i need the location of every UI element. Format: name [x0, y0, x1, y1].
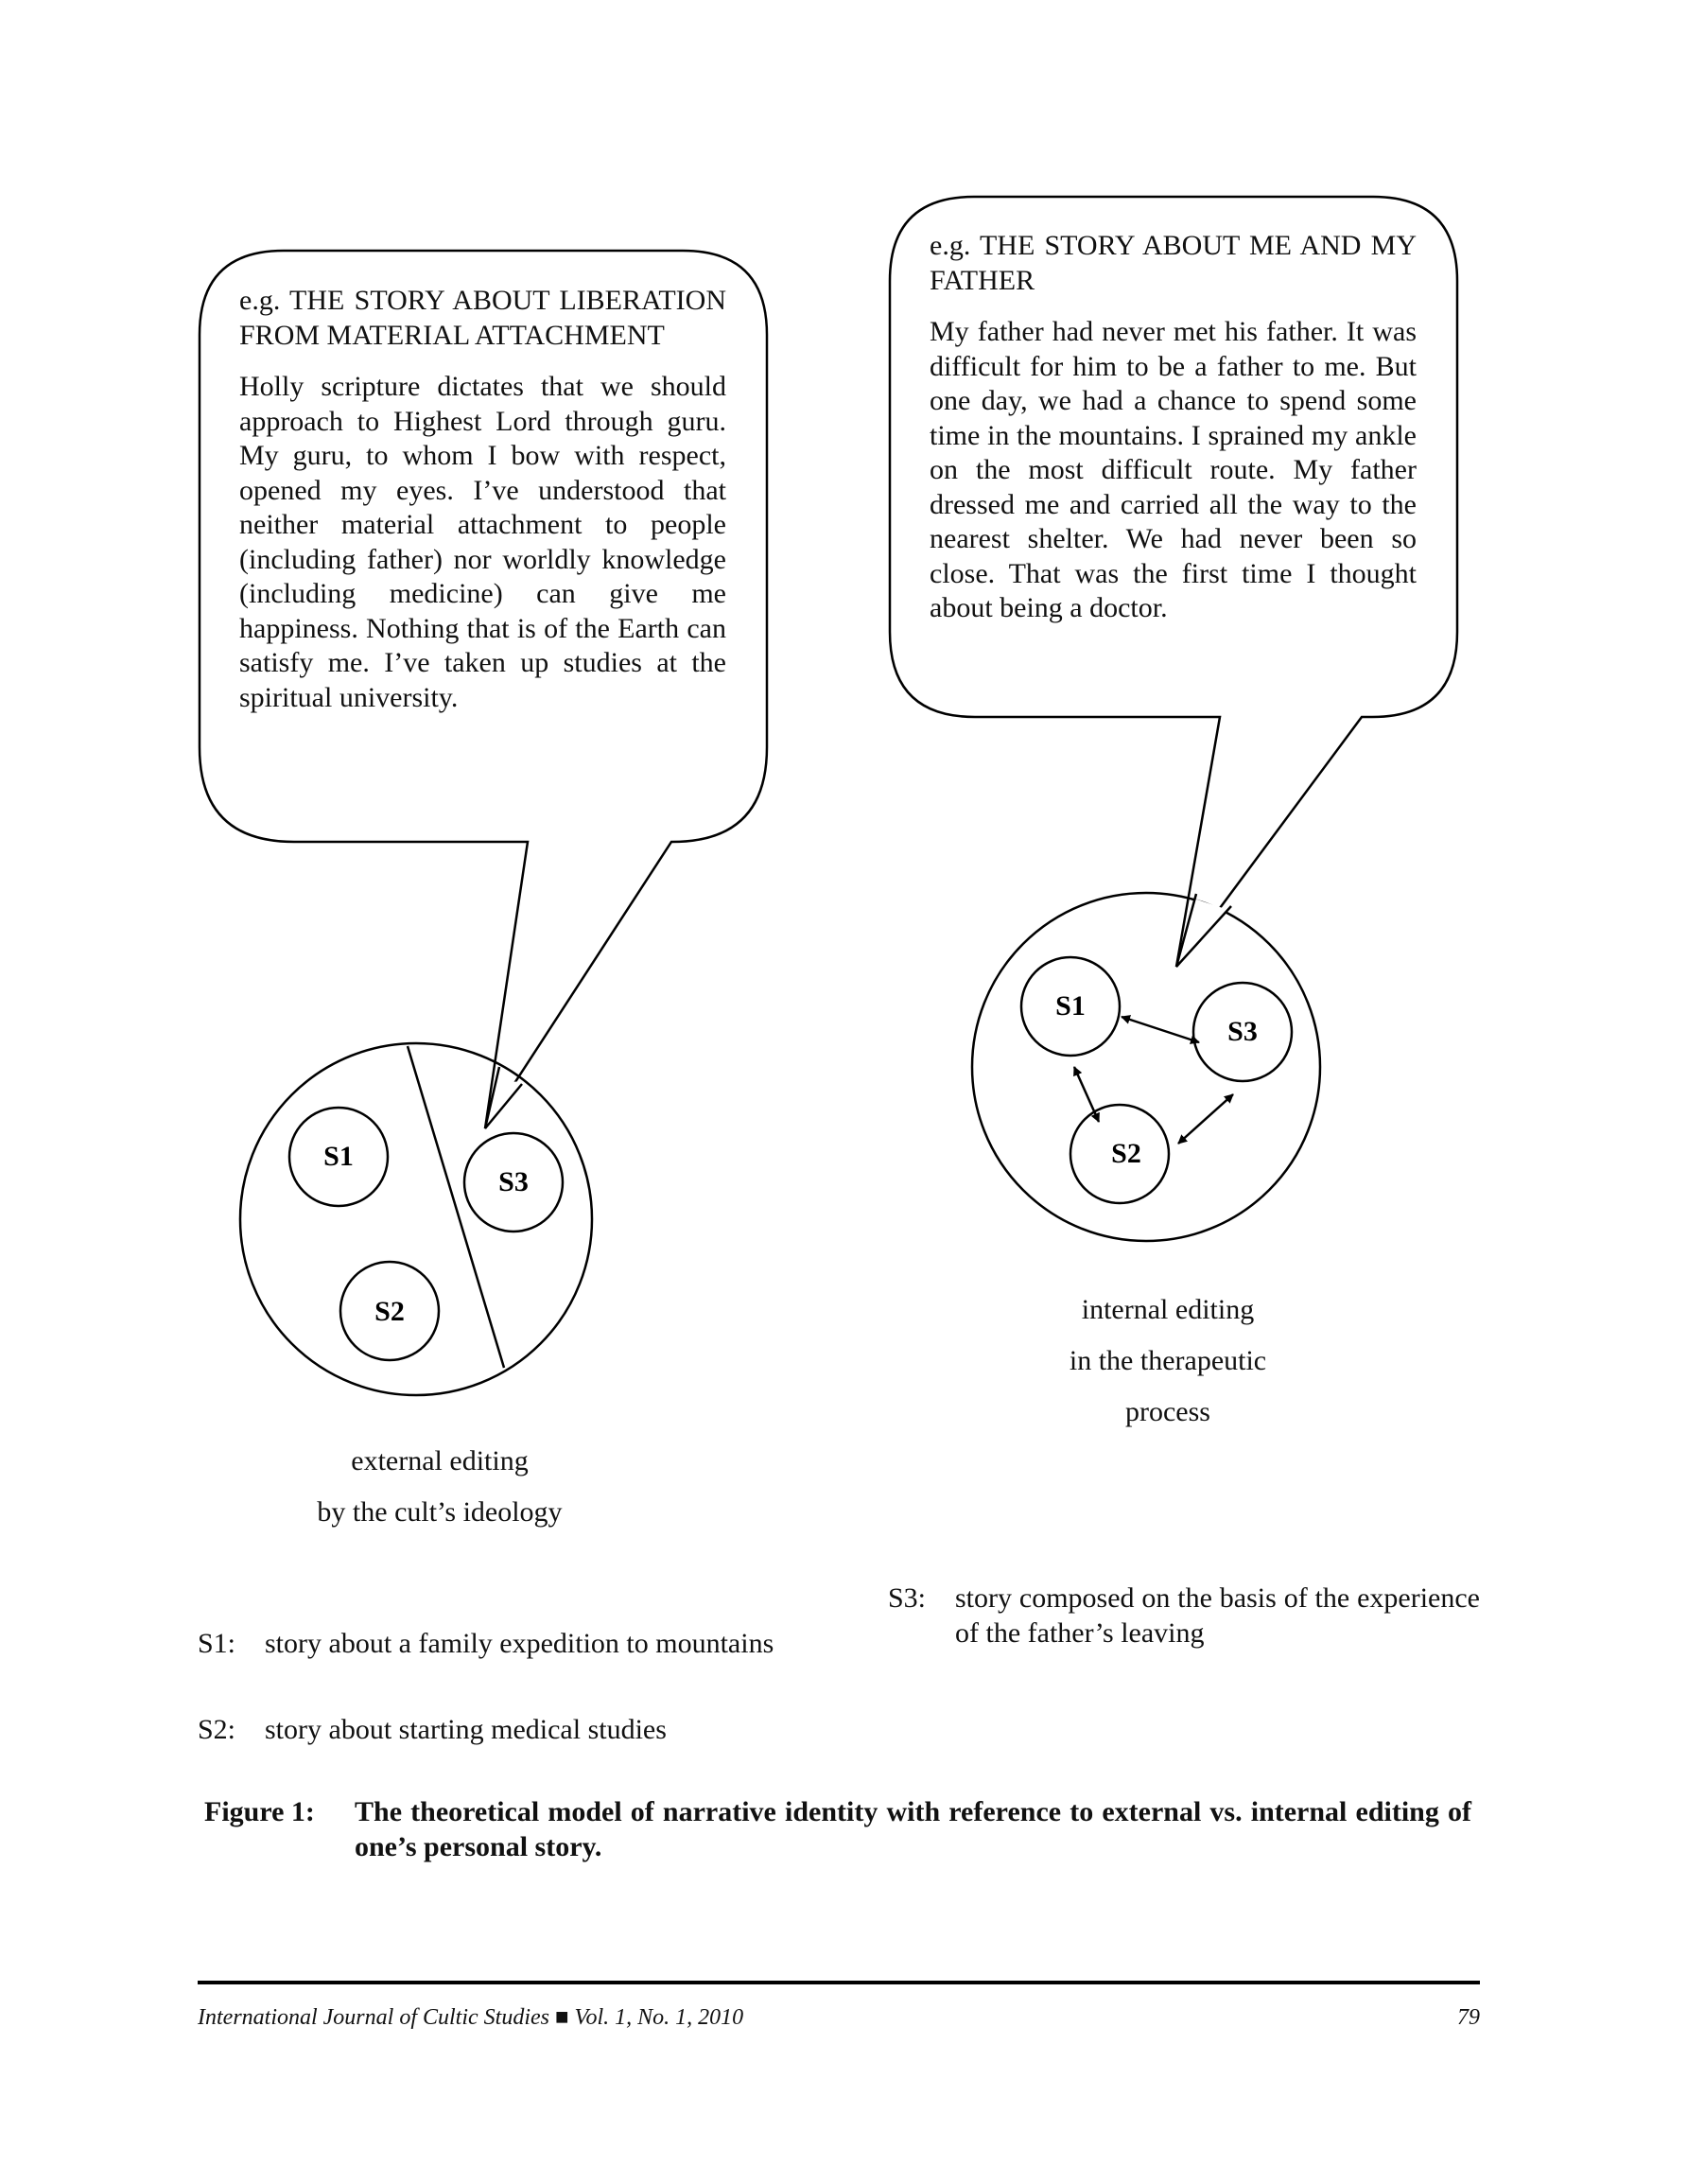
- footer-rule: [198, 1981, 1480, 1984]
- figure-caption-label: Figure 1:: [204, 1796, 315, 1827]
- right-bubble-body: My father had never met his father. It was difficult for him to be a father to me. But one day, we had a chance to spend some time in the mountains. I sprained my ankle on the most difficult route. My father dressed me and carried all the way to the nearest shelter. We had never been so close. That was the first time I thought about being a doctor.: [930, 316, 1417, 623]
- footer-page-number: 79: [1457, 2005, 1480, 2030]
- right-label-line1: internal editing: [1081, 1294, 1255, 1325]
- left-circle-label: [251, 1436, 629, 1538]
- arrow-s1-s3: [1122, 1017, 1199, 1042]
- legend-s3-text: story composed on the basis of the experience of the father’s leaving: [955, 1582, 1480, 1649]
- left-label-line2: by the cult’s ideology: [317, 1496, 563, 1528]
- legend-s2: [198, 1713, 790, 1748]
- left-label-line1: external editing: [351, 1445, 529, 1476]
- legend-s1-key: S1:: [198, 1628, 236, 1659]
- left-node-s1-label: S1: [323, 1141, 354, 1172]
- right-node-s2-label: S2: [1111, 1138, 1141, 1169]
- legend-s1-text: story about a family expedition to mountains: [265, 1628, 774, 1659]
- right-circle-label: [979, 1284, 1357, 1438]
- left-bubble-body: Holly scripture dictates that we should approach to Highest Lord through guru. My guru, to whom I bow with respect, opened my eyes. I’ve understood that neither material attachment to people (including father) nor worldly knowledge (including medicine) can give me happiness. Nothing that is of the Earth can satisfy me. I’ve taken up studies at the spiritual university.: [239, 371, 726, 713]
- legend-s3: [888, 1581, 1480, 1651]
- right-bubble-text: [930, 229, 1417, 626]
- footer-journal: International Journal of Cultic Studies ■ Vol. 1, No. 1, 2010: [198, 2005, 744, 2030]
- left-node-s3-label: S3: [498, 1166, 529, 1197]
- legend-s3-key: S3:: [888, 1582, 927, 1614]
- arrow-s1-s2: [1074, 1067, 1099, 1122]
- left-bubble-title: e.g. THE STORY ABOUT LIBERATION FROM MATERIAL ATTACHMENT: [239, 285, 726, 351]
- right-bubble-title: e.g. THE STORY ABOUT ME AND MY FATHER: [930, 230, 1417, 296]
- right-node-s1-label: S1: [1055, 990, 1086, 1022]
- right-label-line2: in the therapeutic: [1069, 1345, 1267, 1376]
- legend-s2-key: S2:: [198, 1714, 236, 1745]
- legend-s1: [198, 1627, 790, 1662]
- legend-s2-text: story about starting medical studies: [265, 1714, 667, 1745]
- left-bubble-text: [239, 284, 726, 715]
- figure-caption-text: The theoretical model of narrative identity with reference to external vs. internal editing of one’s personal story.: [355, 1796, 1471, 1862]
- arrow-s2-s3: [1178, 1094, 1233, 1144]
- right-label-line3: process: [1125, 1396, 1210, 1427]
- right-node-s3-label: S3: [1227, 1016, 1258, 1047]
- figure-caption: [204, 1794, 1471, 1864]
- left-node-s2-label: S2: [374, 1296, 405, 1327]
